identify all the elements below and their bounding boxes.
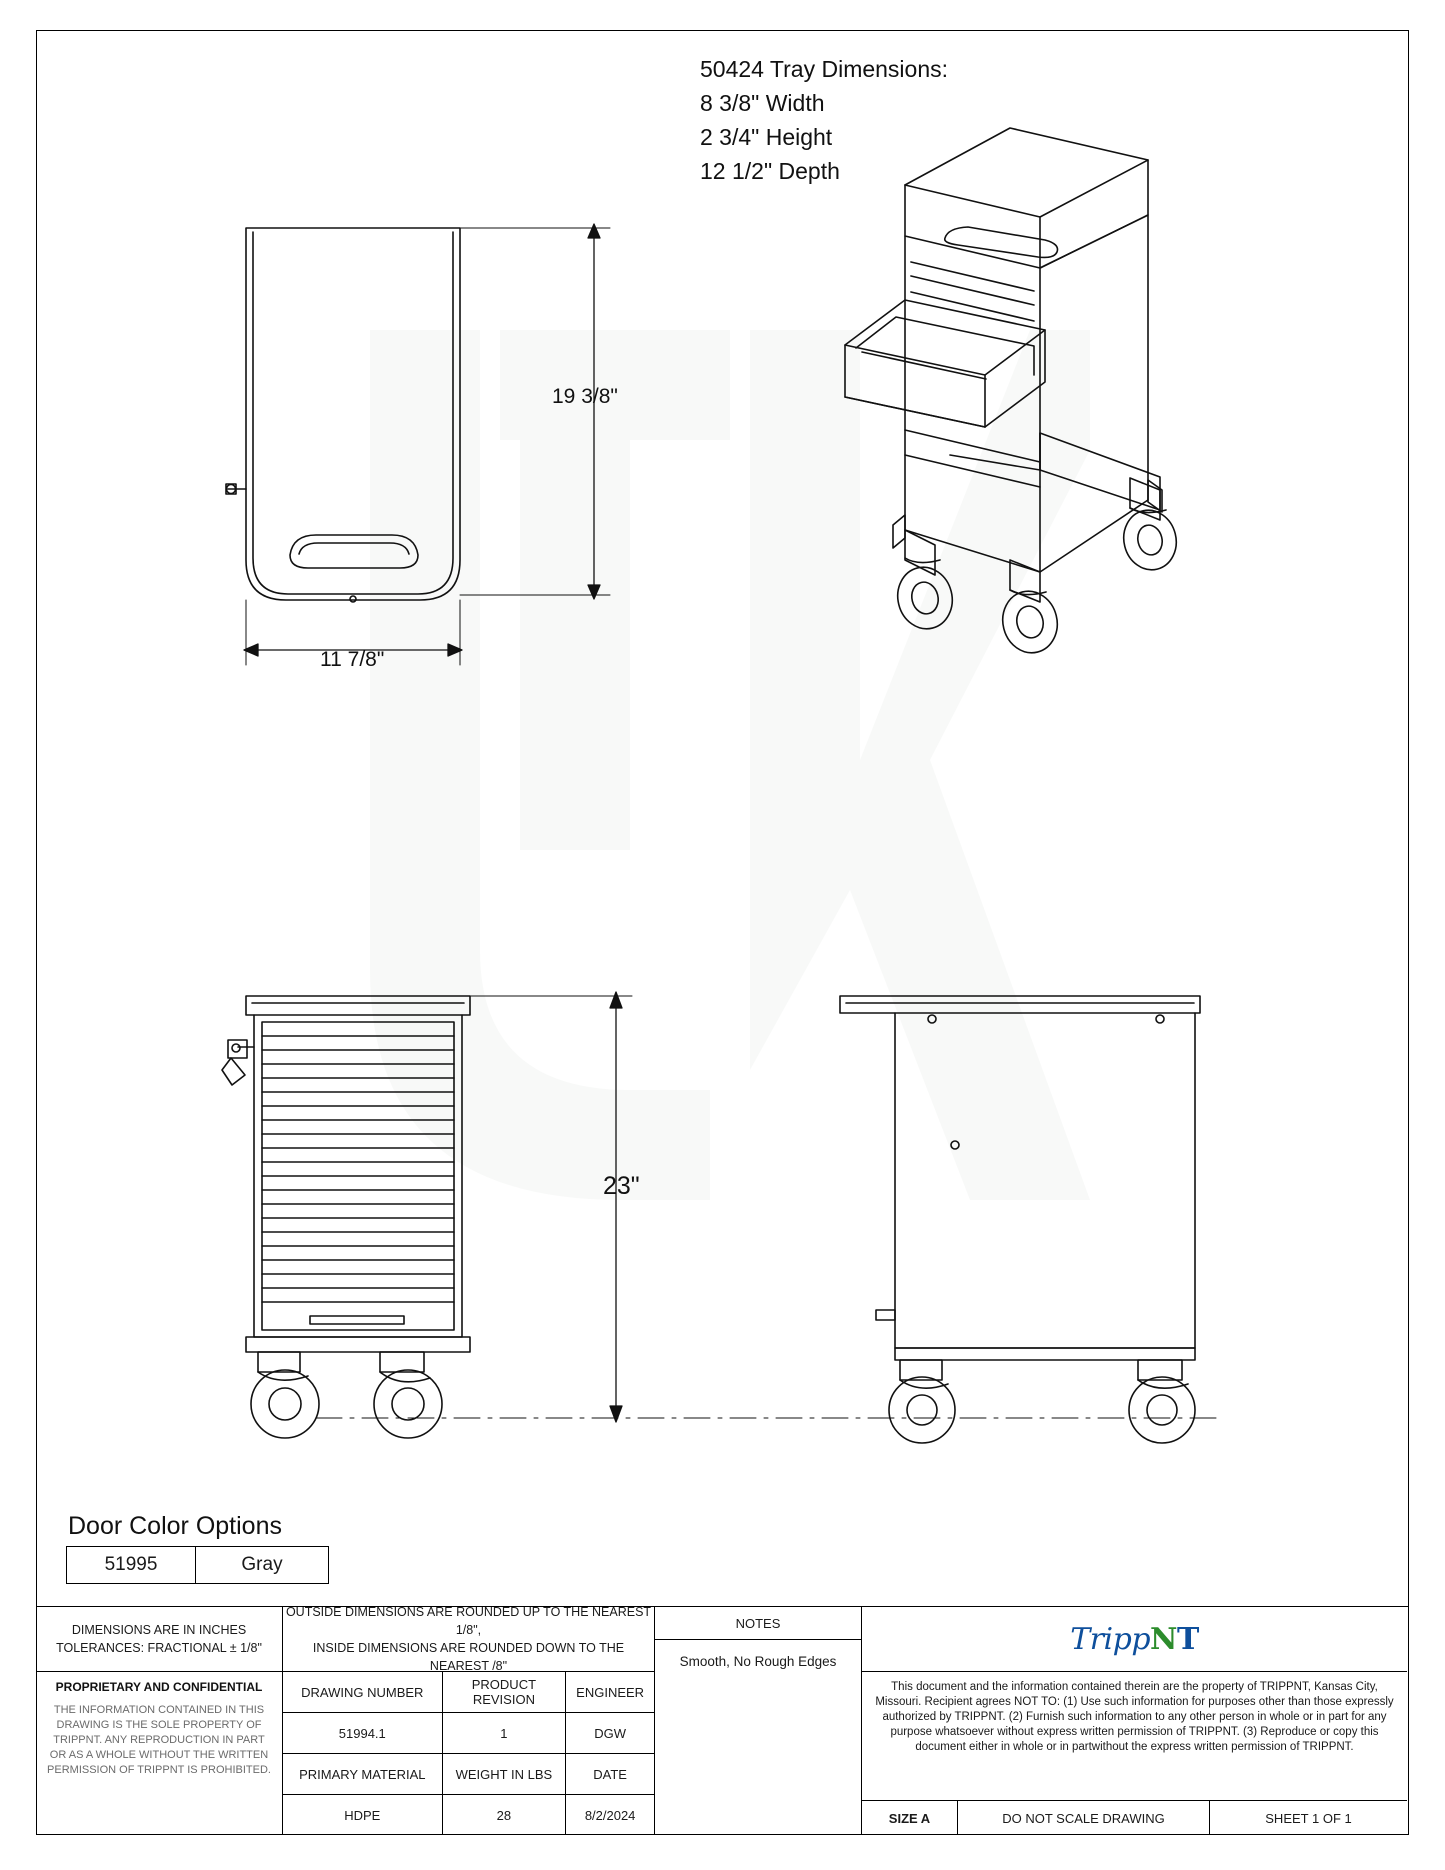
header-primary-material: PRIMARY MATERIAL [283,1754,443,1794]
tray-note-line-3: 2 3/4" Height [700,124,833,150]
value-weight: 28 [443,1795,567,1835]
legal-notice: This document and the information contained therein are the property of TRIPPNT, Kansas City, Missouri. Recipient agrees NOT TO: (1) Use such information for purposes other than those expressly authorized by TRIPPNT. (2) Furnish such information to any other person in whole or in part for any purpose whatsoever without express written permission of TRIPPNT. (3) Reproduce or copy this document either in whole or in partwithout the express written permission of TRIPPNT. [875,1681,1394,1753]
header-date: DATE [593,1766,627,1782]
header-drawing-number: DRAWING NUMBER [283,1672,443,1712]
door-color-name: Gray [196,1547,329,1584]
door-color-table [66,1546,329,1584]
header-engineer: ENGINEER [576,1684,645,1700]
units-line-1: DIMENSIONS ARE IN INCHES [71,1623,247,1637]
dimension-label-front-width: 11 7/8" [320,648,385,671]
table-row [283,1672,654,1713]
value-engineer: DGW [594,1725,626,1741]
logo-part-1: Tripp [1070,1621,1151,1657]
spec-grid [283,1672,654,1835]
proprietary-cell [36,1672,282,1835]
header-weight: WEIGHT IN LBS [443,1754,567,1794]
sheet-size: SIZE A [862,1801,958,1835]
tray-note-line-1: 50424 Tray Dimensions: [700,56,949,82]
value-date: 8/2/2024 [584,1807,636,1823]
tray-dimension-note [700,52,948,188]
units-tolerance-cell [36,1607,282,1672]
title-block-right [862,1607,1407,1835]
rounding-note-cell [283,1607,654,1672]
logo-part-2: N [1150,1621,1177,1657]
value-drawing-number: 51994.1 [283,1713,443,1753]
proprietary-body: THE INFORMATION CONTAINED IN THIS DRAWING IS THE SOLE PROPERTY OF TRIPPNT. ANY REPRODUCTION IN PART OR AS A WHOLE WITHOUT THE WRITTEN PERMISSION OF TRIPPNT IS PROHIBITED. [47,1704,271,1776]
table-row [67,1547,329,1584]
units-line-2: TOLERANCES: FRACTIONAL ± 1/8" [56,1641,262,1655]
tray-note-line-2: 8 3/8" Width [700,90,825,116]
dimension-label-front-height: 19 3/8" [552,385,618,408]
door-color-code: 51995 [67,1547,196,1584]
notes-header: NOTES [655,1607,861,1640]
value-primary-material: HDPE [283,1795,443,1835]
title-block-left [36,1607,283,1835]
rounding-line-2: INSIDE DIMENSIONS ARE ROUNDED DOWN TO THE NEAREST /8" [312,1641,625,1673]
scale-note: DO NOT SCALE DRAWING [958,1801,1210,1835]
door-color-options-title: Door Color Options [68,1512,282,1540]
logo-part-3: T [1176,1621,1199,1657]
dimension-label-side-height: 23" [603,1172,640,1200]
notes-body: Smooth, No Rough Edges [679,1654,837,1669]
proprietary-heading: PROPRIETARY AND CONFIDENTIAL [55,1680,263,1694]
table-row [283,1795,654,1835]
title-block-middle [283,1607,655,1835]
sheet-number: SHEET 1 OF 1 [1265,1810,1352,1826]
title-block [36,1606,1409,1835]
header-product-revision: PRODUCT REVISION [443,1672,567,1712]
rounding-line-1: OUTSIDE DIMENSIONS ARE ROUNDED UP TO THE NEAREST 1/8", [285,1605,652,1637]
sheet-info-row [862,1800,1407,1835]
value-product-revision: 1 [443,1713,567,1753]
table-row [283,1754,654,1795]
tray-note-line-4: 12 1/2" Depth [700,158,840,184]
table-row [283,1713,654,1754]
company-logo [862,1607,1407,1672]
title-block-notes [655,1607,862,1835]
